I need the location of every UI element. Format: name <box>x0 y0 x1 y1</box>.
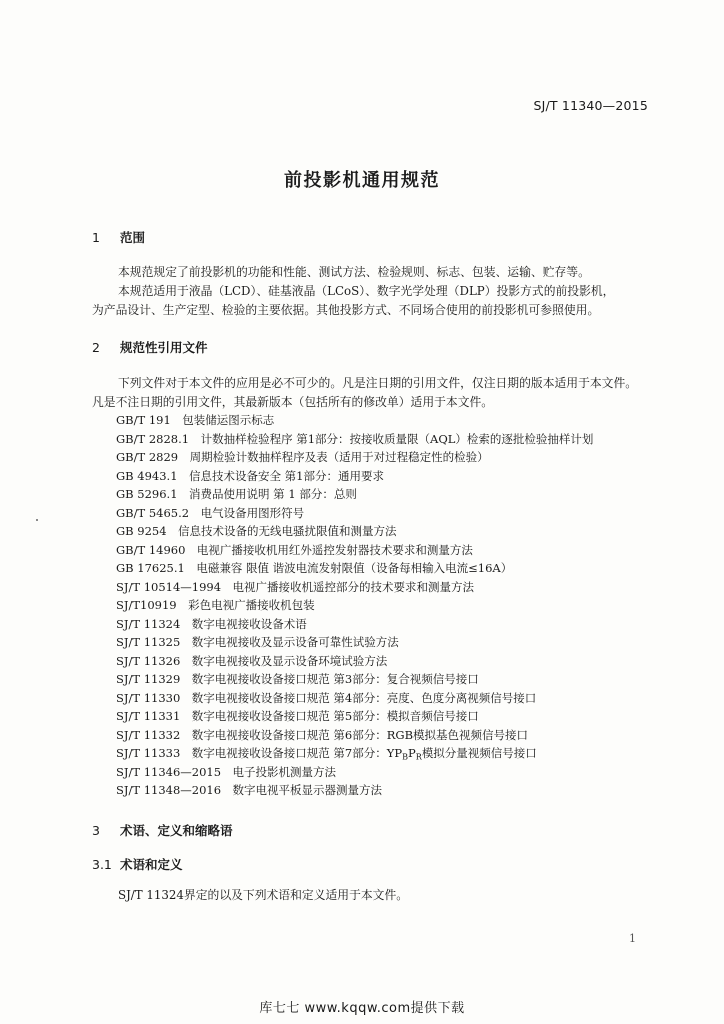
section-1-heading <box>92 228 145 246</box>
document-number: SJ/T 11340—2015 <box>533 98 648 113</box>
ref-text: SJ/T 11333 数字电视接收设备接口规范 第7部分：YP <box>116 746 403 760</box>
reference-item: SJ/T10919 彩色电视广播接收机包装 <box>116 598 315 612</box>
paragraph: 本规范适用于液晶（LCD）、硅基液晶（LCoS）、数字光学处理（DLP）投影方式的前投影机， <box>118 284 615 298</box>
reference-item: GB 17625.1 电磁兼容 限值 谐波电流发射限值（设备每相输入电流≤16A） <box>116 561 513 575</box>
reference-item: SJ/T 11330 数字电视接收设备接口规范 第4部分：亮度、色度分离视频信号接口 <box>116 691 537 705</box>
section-number: 3 <box>92 823 100 838</box>
subsection-3-1-heading <box>92 855 183 873</box>
reference-item: SJ/T 11348—2016 数字电视平板显示器测量方法 <box>116 783 383 797</box>
reference-item: GB 4943.1 信息技术设备安全 第1部分：通用要求 <box>116 469 385 483</box>
reference-item: GB/T 5465.2 电气设备用图形符号 <box>116 506 305 520</box>
section-2-heading <box>92 338 208 356</box>
reference-item: SJ/T 11329 数字电视接收设备接口规范 第3部分：复合视频信号接口 <box>116 672 479 686</box>
reference-item: SJ/T 11326 数字电视接收及显示设备环境试验方法 <box>116 654 388 668</box>
reference-item: GB/T 2828.1 计数抽样检验程序 第1部分：按接收质量限（AQL）检索的逐批检验抽样计划 <box>116 432 594 446</box>
paragraph: SJ/T 11324界定的以及下列术语和定义适用于本文件。 <box>118 888 409 902</box>
reference-item: GB 9254 信息技术设备的无线电骚扰限值和测量方法 <box>116 524 397 538</box>
section-number: 2 <box>92 340 100 355</box>
reference-item: GB/T 191 包装储运图示标志 <box>116 413 275 427</box>
scan-speck <box>36 519 38 521</box>
reference-item: SJ/T 11325 数字电视接收及显示设备可靠性试验方法 <box>116 635 399 649</box>
subsection-number: 3.1 <box>92 857 112 872</box>
section-title: 范围 <box>120 230 146 245</box>
subscript-r: R <box>415 752 422 762</box>
reference-item: GB/T 14960 电视广播接收机用红外遥控发射器技术要求和测量方法 <box>116 543 473 557</box>
footer-text: 库七七 www.kqqw.com提供下载 <box>259 1001 465 1016</box>
ref-text: 模拟分量视频信号接口 <box>421 746 537 760</box>
reference-item: GB 5296.1 消费品使用说明 第 1 部分：总则 <box>116 487 357 501</box>
reference-item: SJ/T 11324 数字电视接收设备术语 <box>116 617 307 631</box>
section-number: 1 <box>92 230 100 245</box>
paragraph: 本规范规定了前投影机的功能和性能、测试方法、检验规则、标志、包装、运输、贮存等。 <box>118 265 590 279</box>
paragraph: 为产品设计、生产定型、检验的主要依据。其他投影方式、不同场合使用的前投影机可参照使用。 <box>92 303 600 317</box>
ref-text: P <box>408 746 416 760</box>
reference-item: GB/T 2829 周期检验计数抽样程序及表（适用于对过程稳定性的检验） <box>116 450 489 464</box>
paragraph: 凡是不注日期的引用文件，其最新版本（包括所有的修改单）适用于本文件。 <box>92 395 494 409</box>
reference-item: SJ/T 11331 数字电视接收设备接口规范 第5部分：模拟音频信号接口 <box>116 709 479 723</box>
subsection-title: 术语和定义 <box>120 857 183 872</box>
section-title: 规范性引用文件 <box>120 340 208 355</box>
page-number: 1 <box>629 932 636 945</box>
reference-item <box>116 745 537 763</box>
section-3-heading <box>92 821 233 839</box>
paragraph: 下列文件对于本文件的应用是必不可少的。凡是注日期的引用文件，仅注日期的版本适用于本文件。 <box>118 376 638 390</box>
reference-item: SJ/T 10514—1994 电视广播接收机遥控部分的技术要求和测量方法 <box>116 580 475 594</box>
section-title: 术语、定义和缩略语 <box>120 823 233 838</box>
subscript-b: B <box>402 752 408 762</box>
reference-item: SJ/T 11346—2015 电子投影机测量方法 <box>116 765 337 779</box>
reference-item: SJ/T 11332 数字电视接收设备接口规范 第6部分：RGB模拟基色视频信号接口 <box>116 728 529 742</box>
document-title: 前投影机通用规范 <box>284 170 440 191</box>
